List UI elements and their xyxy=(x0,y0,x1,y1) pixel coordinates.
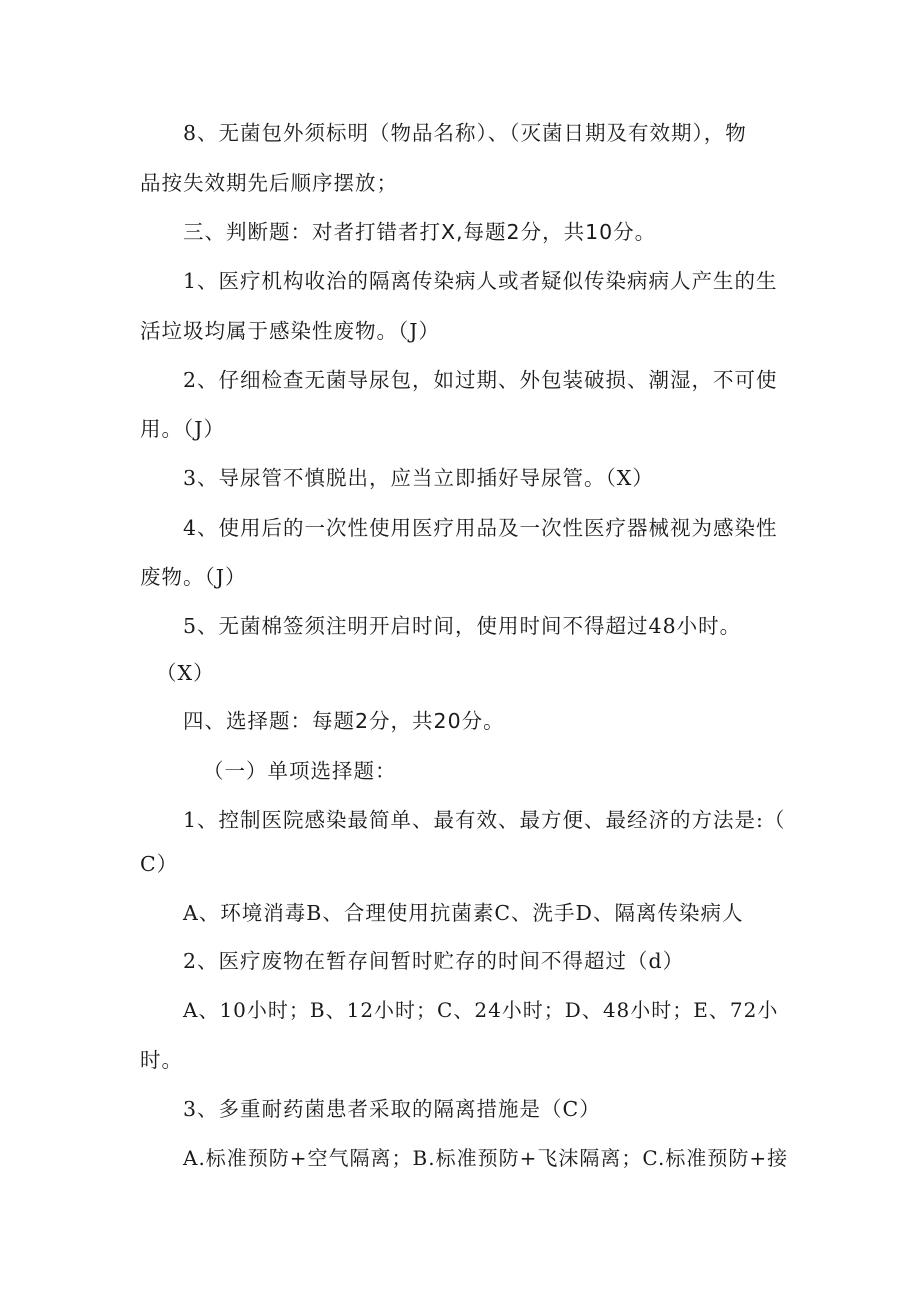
text-line: 1、医疗机构收治的隔离传染病人或者疑似传染病病人产生的生 xyxy=(183,269,778,293)
section-heading: 三、判断题：对者打错者打X,每题2分，共10分。 xyxy=(183,220,657,244)
text-line: 2、医疗废物在暂存间暂时贮存的时间不得超过（d） xyxy=(183,949,685,973)
text-line: 用。（J） xyxy=(140,417,225,441)
text-line: 活垃圾均属于感染性废物。（J） xyxy=(140,319,440,343)
text-line: 时。 xyxy=(140,1048,183,1072)
section-heading: 四、选择题：每题2分，共20分。 xyxy=(183,709,505,733)
text-line: A、10小时；B、12小时；C、24小时；D、48小时；E、72小 xyxy=(183,998,779,1022)
text-line: 品按失效期先后顺序摆放； xyxy=(140,171,398,195)
text-line: 5、无菌棉签须注明开启时间，使用时间不得超过48小时。 xyxy=(183,614,742,638)
text-line: A.标准预防+空气隔离；B.标准预防+飞沫隔离；C.标准预防+接 xyxy=(183,1146,789,1170)
text-line: 8、无菌包外须标明（物品名称）、（灭菌日期及有效期），物 xyxy=(183,121,747,145)
subsection-heading: （一）单项选择题： xyxy=(203,759,397,783)
text-line: 3、多重耐药菌患者采取的隔离措施是（C） xyxy=(183,1097,601,1121)
text-line: 废物。（J） xyxy=(140,565,247,589)
text-line: 1、控制医院感染最简单、最有效、最方便、最经济的方法是:（ xyxy=(183,808,786,832)
text-line: A、环境消毒B、合理使用抗菌素C、洗手D、隔离传染病人 xyxy=(183,901,744,925)
text-line: 2、仔细检查无菌导尿包，如过期、外包装破损、潮湿，不可使 xyxy=(183,368,778,392)
text-line: （X） xyxy=(156,661,215,685)
text-line: C） xyxy=(140,852,179,876)
text-line: 3、导尿管不慎脱出，应当立即插好导尿管。（X） xyxy=(183,466,654,490)
text-line: 4、使用后的一次性使用医疗用品及一次性医疗器械视为感染性 xyxy=(183,516,778,540)
